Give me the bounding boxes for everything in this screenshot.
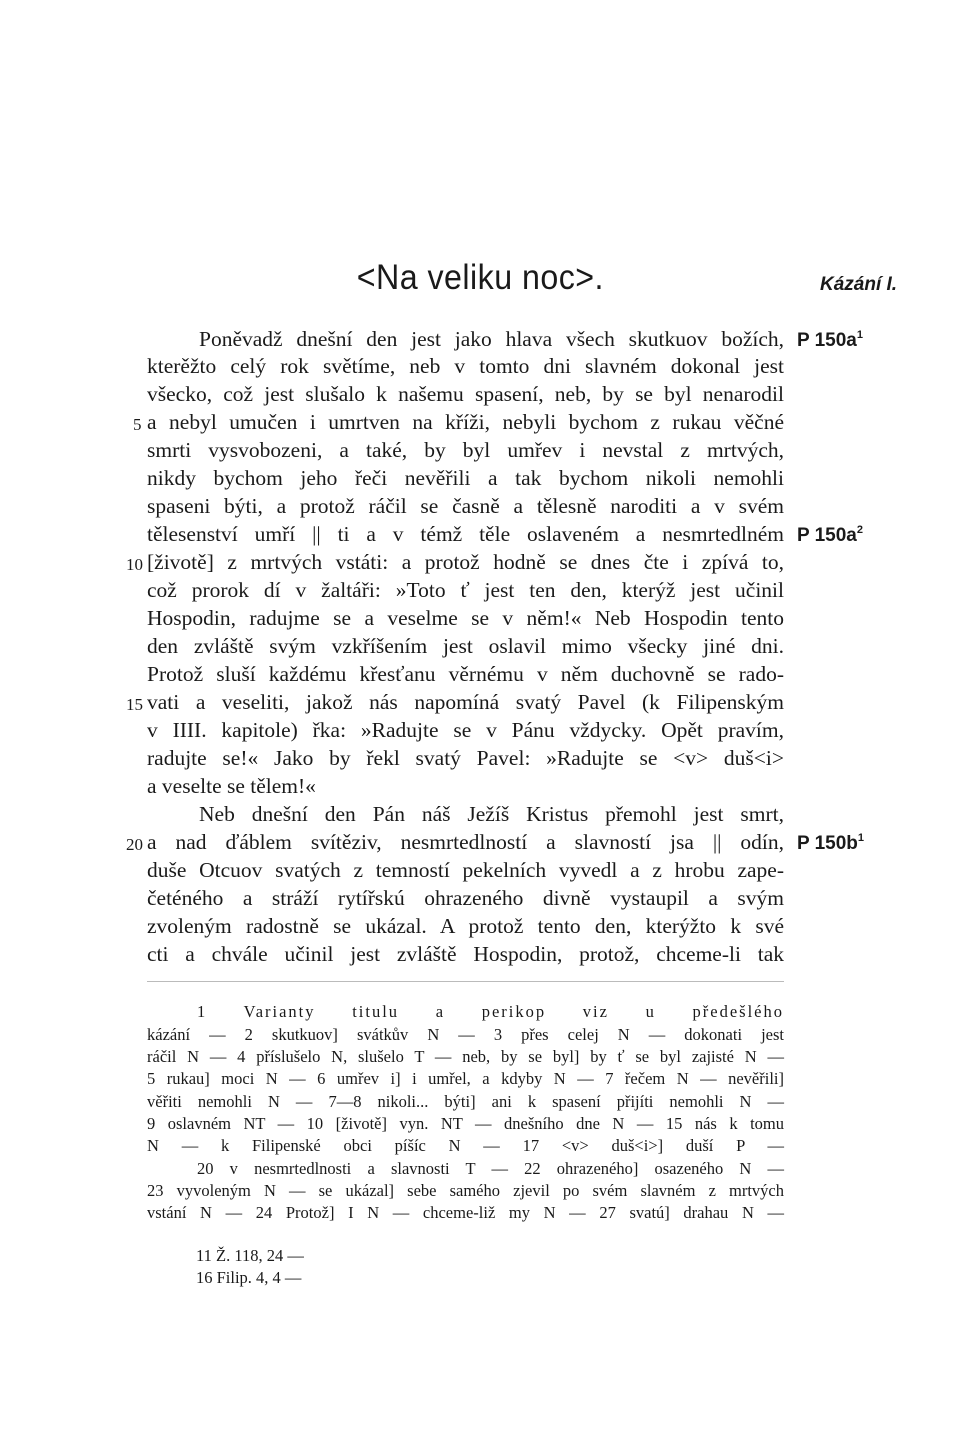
- text-line: četéného a stráží rytířskú ohrazeného divně vystaupil a svým: [147, 886, 784, 910]
- apparatus-line: kázání — 2 skutkuov] svátkův N — 3 přes celej N — dokonati jest: [147, 1025, 784, 1044]
- scripture-ref: 16 Filip. 4, 4 —: [196, 1268, 302, 1287]
- apparatus-line: 23 vyvoleným N — se ukázal] sebe samého zjevil po svém slavném z mrtvých: [147, 1181, 784, 1200]
- text-line: cti a chvále učinil jest zvláště Hospodin, protož, chceme-li tak: [147, 942, 784, 966]
- apparatus-line: 9 oslavném NT — 10 [životě] vyn. NT — dnešního dne N — 15 nás k tomu: [147, 1114, 784, 1133]
- footnote-divider: [147, 981, 784, 982]
- text-line: duše Otcuov svatých z temností pekelních vyvedl a z hrobu zape-: [147, 858, 784, 882]
- text-line: vati a veseliti, jakož nás napomíná svatý Pavel (k Filipenským: [147, 690, 784, 714]
- line-number: 20: [126, 835, 143, 854]
- margin-ref: P $150a^1$: [797, 329, 864, 351]
- apparatus-line: 5 rukau] moci N — 6 umřev i] i umřel, a kdyby N — 7 řečem N — nevěřili]: [147, 1069, 784, 1088]
- margin-ref: P $150b^1$: [797, 832, 865, 854]
- apparatus-line: věřiti nemohli N — 7—8 nikoli... býti] ani k spasení přijíti nemohli N —: [147, 1092, 784, 1111]
- scripture-ref: 11 Ž. 118, 24 —: [196, 1246, 304, 1265]
- text-line: Neb dnešní den Pán náš Ježíš Kristus přemohl jest smrt,: [199, 802, 784, 826]
- apparatus-line: 1 Varianty titulu a perikop viz u předešlého: [197, 1002, 784, 1021]
- text-line: kterěžto celý rok světíme, neb v tomto dni slavném dokonal jest: [147, 354, 784, 378]
- text-line: smrti vysvobozeni, a také, by byl umřev i nevstal z mrtvých,: [147, 438, 784, 462]
- apparatus-line: ráčil N — 4 příslušelo N, slušelo T — neb, by se byl] by ť se byl zajisté N —: [147, 1047, 784, 1066]
- margin-ref: P $150a^2$: [797, 524, 864, 546]
- text-line: den zvláště svým vzkříšením jest oslavil mimo všecky jiné dni.: [147, 634, 784, 658]
- text-line: všecko, což jest slušalo k našemu spasení, neb, by se byl nenarodil: [147, 382, 784, 406]
- line-number: 10: [126, 555, 143, 574]
- text-line: tělesenství umří || ti a v témž těle oslaveném a nesmrtedlném: [147, 522, 784, 546]
- text-line: v IIII. kapitole) řka: »Radujte se v Pánu vždycky. Opět pravím,: [147, 718, 784, 742]
- text-line: Protož sluší každému křesťanu věrnému v něm duchovně se rado-: [147, 662, 784, 686]
- section-label: Kázání I.: [820, 274, 898, 295]
- text-line: což prorok dí v žaltáři: »Toto ť jest ten den, kterýž jest učinil: [147, 578, 784, 602]
- text-line: a veselte se tělem!«: [147, 774, 316, 798]
- text-line: Poněvadž dnešní den jest jako hlava všech skutkuov božích,: [199, 327, 784, 351]
- apparatus-line: N — k Filipenské obci píšíc N — 17 <v> duš<i>] duší P —: [147, 1136, 784, 1155]
- text-line: Hospodin, radujme se a veselme se v něm!« Neb Hospodin tento: [147, 606, 784, 630]
- text-line: spaseni býti, a protož ráčil se časně a tělesně naroditi a v svém: [147, 494, 784, 518]
- text-line: a nad ďáblem svítěziv, nesmrtedlností a slavností jsa || odín,: [147, 830, 784, 854]
- page-title: <Na veliku noc>.: [356, 258, 604, 297]
- text-line: nikdy bychom jeho řeči nevěřili a tak bychom nikoli nemohli: [147, 466, 784, 490]
- line-number: 15: [126, 695, 143, 714]
- text-line: a nebyl umučen i umrtven na kříži, nebyli bychom z rukau věčné: [147, 410, 784, 434]
- apparatus-line: 20 v nesmrtedlnosti a slavnosti T — 22 ohrazeného] osazeného N —: [197, 1159, 784, 1178]
- text-line: [životě] z mrtvých vstáti: a protož hodně se dnes čte i zpívá to,: [147, 550, 784, 574]
- line-number: 5: [133, 415, 142, 434]
- apparatus-line: vstání N — 24 Protož] I N — chceme-liž my N — 27 svatú] drahau N —: [147, 1203, 784, 1222]
- text-line: zvoleným radostně se ukázal. A protož tento den, kterýžto k své: [147, 914, 784, 938]
- text-line: radujte se!« Jako by řekl svatý Pavel: »Radujte se <v> duš<i>: [147, 746, 784, 770]
